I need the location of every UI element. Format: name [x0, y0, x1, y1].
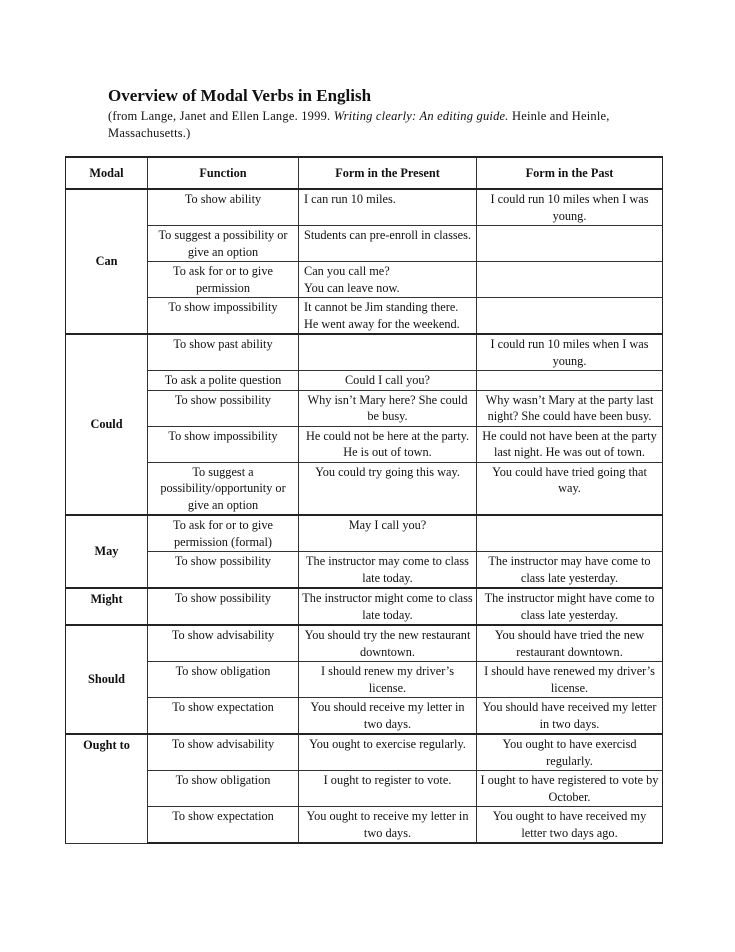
function-cell: To show possibility — [148, 588, 299, 625]
past-cell — [477, 262, 663, 298]
modal-cell-might: Might — [66, 588, 148, 625]
past-cell — [477, 515, 663, 552]
header-present: Form in the Present — [299, 157, 477, 189]
present-cell: You could try going this way. — [299, 462, 477, 515]
citation-book-title: Writing clearly: An editing guide. — [333, 109, 509, 123]
present-cell: You ought to receive my letter in two days. — [299, 807, 477, 844]
table-row — [66, 189, 663, 226]
past-cell: You should have received my letter in two days. — [477, 698, 663, 735]
present-cell: Could I call you? — [299, 371, 477, 391]
table-row — [66, 226, 663, 262]
present-cell: I should renew my driver’s license. — [299, 662, 477, 698]
modal-cell-should: Should — [66, 625, 148, 734]
present-cell: You should try the new restaurant downtown. — [299, 625, 477, 662]
present-cell: Why isn’t Mary here? She could be busy. — [299, 390, 477, 426]
table-row — [66, 515, 663, 552]
table-row — [66, 698, 663, 735]
present-cell: Students can pre-enroll in classes. — [299, 226, 477, 262]
present-cell — [299, 334, 477, 371]
modal-cell-can: Can — [66, 189, 148, 334]
function-cell: To show possibility — [148, 390, 299, 426]
past-cell: You ought to have exercisd regularly. — [477, 734, 663, 771]
citation-source: (from Lange, Janet and Ellen Lange. 1999. — [108, 109, 334, 123]
header-past: Form in the Past — [477, 157, 663, 189]
function-cell: To show obligation — [148, 662, 299, 698]
table-row — [66, 390, 663, 426]
past-cell: I could run 10 miles when I was young. — [477, 189, 663, 226]
present-cell: The instructor may come to class late today. — [299, 552, 477, 589]
present-cell: You ought to exercise regularly. — [299, 734, 477, 771]
modal-verbs-table — [65, 156, 663, 844]
function-cell: To show advisability — [148, 734, 299, 771]
function-cell: To suggest a possibility or give an option — [148, 226, 299, 262]
function-cell: To ask for or to give permission (formal) — [148, 515, 299, 552]
citation — [108, 108, 668, 142]
table-row — [66, 334, 663, 371]
function-cell: To ask a polite question — [148, 371, 299, 391]
present-cell: The instructor might come to class late today. — [299, 588, 477, 625]
present-cell: I ought to register to vote. — [299, 771, 477, 807]
table-header-row — [66, 157, 663, 189]
past-cell: You should have tried the new restaurant downtown. — [477, 625, 663, 662]
document-title: Overview of Modal Verbs in English — [108, 86, 372, 105]
modal-cell-may: May — [66, 515, 148, 588]
past-cell: You could have tried going that way. — [477, 462, 663, 515]
table-row — [66, 371, 663, 391]
table-row — [66, 588, 663, 625]
past-cell: Why wasn’t Mary at the party last night? She could have been busy. — [477, 390, 663, 426]
past-cell — [477, 371, 663, 391]
table-row — [66, 771, 663, 807]
header-modal: Modal — [66, 157, 148, 189]
function-cell: To show advisability — [148, 625, 299, 662]
function-cell: To show ability — [148, 189, 299, 226]
function-cell: To show obligation — [148, 771, 299, 807]
past-cell — [477, 226, 663, 262]
citation-publisher: Heinle and Heinle, Massachusetts.) — [108, 109, 610, 140]
present-cell: Can you call me? You can leave now. — [299, 262, 477, 298]
table-row — [66, 298, 663, 335]
function-cell: To show past ability — [148, 334, 299, 371]
table-row — [66, 662, 663, 698]
modal-cell-could: Could — [66, 334, 148, 515]
function-cell: To show impossibility — [148, 298, 299, 335]
present-cell: It cannot be Jim standing there. He went away for the weekend. — [299, 298, 477, 335]
table-row — [66, 807, 663, 844]
function-cell: To ask for or to give permission — [148, 262, 299, 298]
past-cell: You ought to have received my letter two days ago. — [477, 807, 663, 844]
past-cell: I ought to have registered to vote by October. — [477, 771, 663, 807]
table-row — [66, 625, 663, 662]
table-row — [66, 462, 663, 515]
past-cell — [477, 298, 663, 335]
table-row — [66, 426, 663, 462]
present-cell: I can run 10 miles. — [299, 189, 477, 226]
header-function: Function — [148, 157, 299, 189]
function-cell: To show impossibility — [148, 426, 299, 462]
function-cell: To show expectation — [148, 807, 299, 844]
function-cell: To show possibility — [148, 552, 299, 589]
function-cell: To show expectation — [148, 698, 299, 735]
table-row — [66, 552, 663, 589]
present-cell: May I call you? — [299, 515, 477, 552]
table-row — [66, 734, 663, 771]
present-cell: He could not be here at the party. He is out of town. — [299, 426, 477, 462]
past-cell: The instructor may have come to class late yesterday. — [477, 552, 663, 589]
present-cell: You should receive my letter in two days. — [299, 698, 477, 735]
past-cell: I should have renewed my driver’s license. — [477, 662, 663, 698]
modal-cell-ought-to: Ought to — [66, 734, 148, 843]
past-cell: I could run 10 miles when I was young. — [477, 334, 663, 371]
past-cell: The instructor might have come to class late yesterday. — [477, 588, 663, 625]
table-row — [66, 262, 663, 298]
past-cell: He could not have been at the party last night. He was out of town. — [477, 426, 663, 462]
function-cell: To suggest a possibility/opportunity or give an option — [148, 462, 299, 515]
